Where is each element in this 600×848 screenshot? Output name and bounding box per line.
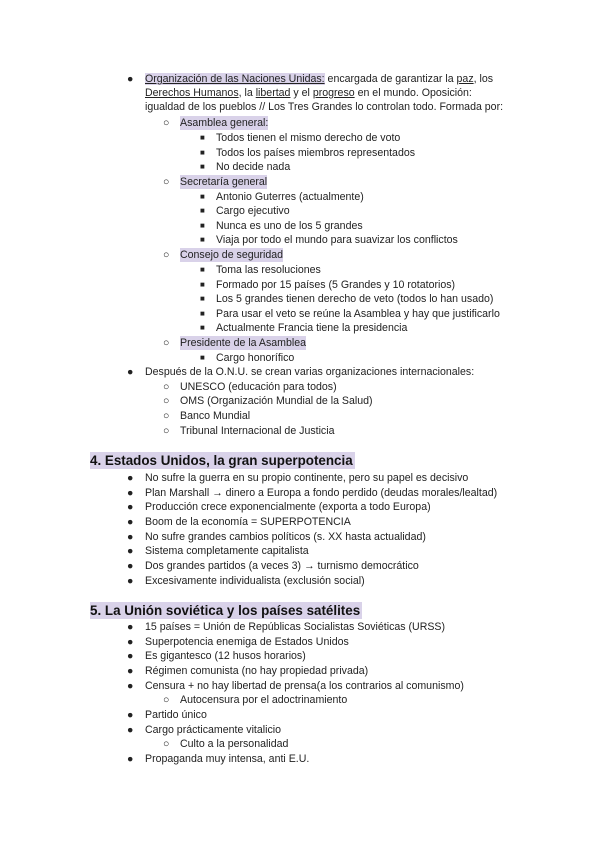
list-item: Plan Marshall → dinero a Europa a fondo perdido (deudas morales/lealtad) [145, 487, 498, 499]
bullet-disc: ● [127, 753, 134, 765]
list-item: Es gigantesco (12 husos horarios) [145, 650, 306, 662]
bullet-square: ■ [200, 280, 205, 289]
bullet-square: ■ [200, 309, 205, 318]
bullet-disc: ● [127, 709, 134, 721]
organ-title: Asamblea general: [180, 117, 269, 129]
bullet-circle: ○ [163, 337, 170, 349]
list-item: Censura + no hay libertad de prensa(a los contrarios al comunismo) [145, 680, 464, 692]
bullet-disc: ● [127, 650, 134, 662]
bullet-square: ■ [200, 148, 205, 157]
bullet-disc: ● [127, 621, 134, 633]
bullet-disc: ● [127, 487, 134, 499]
list-item: Toma las resoluciones [216, 264, 321, 276]
list-item: Autocensura por el adoctrinamiento [180, 694, 348, 706]
list-item: Culto a la personalidad [180, 738, 289, 750]
derechos-term: Derechos Humanos [145, 87, 239, 99]
section-5-heading: 5. La Unión soviética y los países satélites [90, 603, 361, 618]
list-item: Los 5 grandes tienen derecho de veto (todos lo han usado) [216, 293, 494, 305]
bullet-disc: ● [127, 724, 134, 736]
bullet-disc: ● [127, 545, 134, 557]
organ-title: Secretaría general [180, 176, 268, 188]
list-item: Todos tienen el mismo derecho de voto [216, 132, 401, 144]
onu-line-3: igualdad de los pueblos // Los Tres Grandes lo controlan todo. Formada por: [145, 101, 504, 113]
bullet-disc: ● [127, 531, 134, 543]
libertad-term: libertad [255, 87, 291, 99]
list-item: Cargo honorífico [216, 352, 295, 364]
bullet-circle: ○ [163, 395, 170, 407]
bullet-square: ■ [200, 192, 205, 201]
organ-title: Consejo de seguridad [180, 249, 284, 261]
bullet-square: ■ [200, 221, 205, 230]
list-item: Dos grandes partidos (a veces 3) → turnismo democrático [145, 560, 419, 572]
bullet-circle: ○ [163, 694, 170, 706]
bullet-disc: ● [127, 665, 134, 677]
bullet-circle: ○ [163, 738, 170, 750]
list-item: Banco Mundial [180, 410, 251, 422]
bullet-circle: ○ [163, 425, 170, 437]
bullet-disc: ● [127, 560, 134, 572]
list-item: Viaja por todo el mundo para suavizar los conflictos [216, 234, 458, 246]
list-item: Partido único [145, 709, 207, 721]
bullet-square: ■ [200, 353, 205, 362]
list-item: Antonio Guterres (actualmente) [216, 191, 364, 203]
progreso-term: progreso [312, 87, 355, 99]
list-item: Formado por 15 países (5 Grandes y 10 rotatorios) [216, 279, 456, 291]
bullet-disc: ● [127, 516, 134, 528]
onu-line-1: Organización de las Naciones Unidas: encargada de garantizar la paz, los [145, 73, 494, 85]
list-item: Boom de la economía = SUPERPOTENCIA [145, 516, 351, 528]
bullet-square: ■ [200, 323, 205, 332]
list-item: Para usar el veto se reúne la Asamblea y hay que justificarlo [216, 308, 500, 320]
organ-title: Presidente de la Asamblea [180, 337, 307, 349]
list-item: No decide nada [216, 161, 291, 173]
bullet-circle: ○ [163, 176, 170, 188]
list-item: Superpotencia enemiga de Estados Unidos [145, 636, 349, 648]
list-item: Sistema completamente capitalista [145, 545, 309, 557]
onu-line-2: Derechos Humanos, la libertad y el progreso en el mundo. Oposición: [145, 87, 472, 99]
list-item: No sufre grandes cambios políticos (s. XX hasta actualidad) [145, 531, 426, 543]
list-item: Cargo prácticamente vitalicio [145, 724, 282, 736]
list-item: OMS (Organización Mundial de la Salud) [180, 395, 373, 407]
list-item: Nunca es uno de los 5 grandes [216, 220, 363, 232]
bullet-disc: ● [127, 472, 134, 484]
list-item: UNESCO (educación para todos) [180, 381, 337, 393]
list-item: Excesivamente individualista (exclusión social) [145, 575, 365, 587]
bullet-disc: ● [127, 575, 134, 587]
bullet-square: ■ [200, 294, 205, 303]
bullet-disc: ● [127, 366, 134, 378]
bullet-disc: ● [127, 636, 134, 648]
list-item: Cargo ejecutivo [216, 205, 290, 217]
list-item: No sufre la guerra en su propio continente, pero su papel es decisivo [145, 472, 469, 484]
list-item: Actualmente Francia tiene la presidencia [216, 322, 408, 334]
bullet-square: ■ [200, 162, 205, 171]
onu-name: Organización de las Naciones Unidas: [145, 73, 325, 85]
bullet-square: ■ [200, 206, 205, 215]
list-item: Todos los países miembros representados [216, 147, 416, 159]
list-item: Tribunal Internacional de Justicia [180, 425, 335, 437]
bullet-disc: ● [127, 73, 134, 85]
section-4-heading: 4. Estados Unidos, la gran superpotencia [90, 453, 353, 468]
paz-term: paz [456, 73, 474, 85]
list-item: Propaganda muy intensa, anti E.U. [145, 753, 310, 765]
list-item: Después de la O.N.U. se crean varias organizaciones internacionales: [145, 366, 475, 378]
list-item: 15 países = Unión de Repúblicas Socialistas Soviéticas (URSS) [145, 621, 446, 633]
list-item: Régimen comunista (no hay propiedad privada) [145, 665, 369, 677]
bullet-circle: ○ [163, 410, 170, 422]
list-item: Producción crece exponencialmente (exporta a todo Europa) [145, 501, 431, 513]
bullet-disc: ● [127, 680, 134, 692]
bullet-square: ■ [200, 235, 205, 244]
bullet-circle: ○ [163, 381, 170, 393]
bullet-square: ■ [200, 265, 205, 274]
bullet-circle: ○ [163, 249, 170, 261]
bullet-disc: ● [127, 501, 134, 513]
bullet-circle: ○ [163, 117, 170, 129]
bullet-square: ■ [200, 133, 205, 142]
